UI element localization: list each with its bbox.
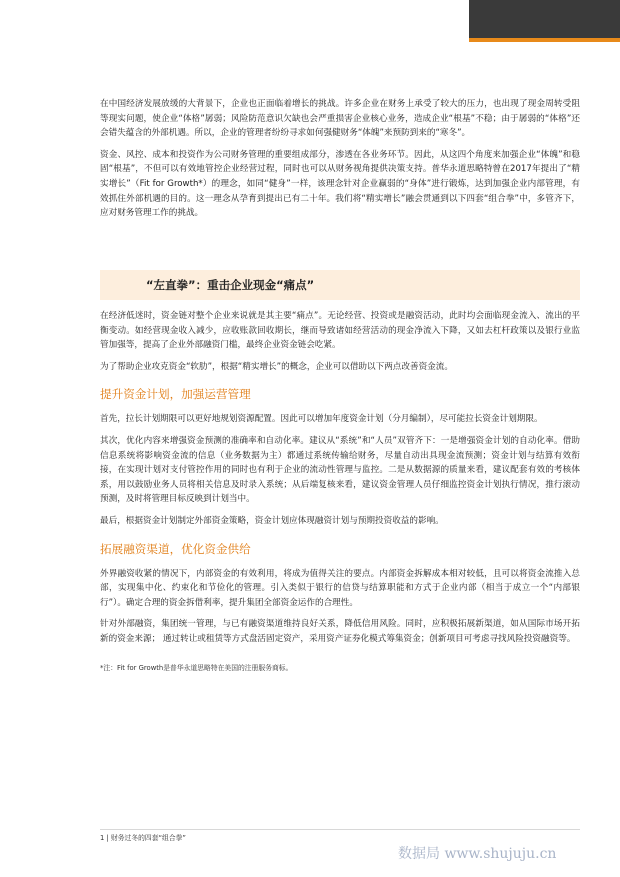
watermark: 数据局 www.shujuju.cn xyxy=(398,846,557,862)
intro-section xyxy=(100,97,580,228)
page-footer: 1 | 财务过冬的四套“组合拳” xyxy=(100,834,186,842)
section-paragraph-1: 在经济低迷时，资金链对整个企业来说就是其主要“痛点”。无论经营、投资或是融资活动，此时均会面临现金流入、流出的平衡变动。如经营现金收入减少，应收账款回收期长，继而导致诸如经营活动的现金净流入下降，又如去杠杆政策以及银行业监管加强等，提高了企业外部融资门槛，最终企业资金链会吃紧。 xyxy=(100,311,580,351)
banner-title: “左直拳”：重击企业现金“痛点” xyxy=(146,278,315,292)
section-paragraph-5: 最后，根据资金计划制定外部资金策略，资金计划应体现融资计划与预期投资收益的影响。 xyxy=(100,515,444,526)
header-gray-block xyxy=(469,0,620,38)
section-banner xyxy=(100,270,580,300)
section-paragraph-3: 首先，拉长计划期限可以更好地规划资源配置。因此可以增加年度资金计划（分月编制），尽可能拉长资金计划期限。 xyxy=(100,414,543,425)
subheading-financing: 拓展融资渠道，优化资金供给 xyxy=(100,541,251,556)
section-paragraph-4: 其次，优化内容来增强资金预测的准确率和自动化率。建议从“系统”和“人员”双管齐下：一是增强资金计划的自动化率。借助信息系统将影响资金流的信息（业务数据为主）都通过系统传输给财务，尽量自动出具现金流预测；资金计划与结算有效衔接，在实现计划对支付管控作用的同时也有利于企业的流动性管理与监控。二是从数据源的质量来看，建议配套有效的考核体系，用以鼓励业务人员将相关信息及时录入系统；从后端复核来看，建议资金管理人员仔细监控资金计划执行情况，推行滚动预测，及时将管理目标反映到计划当中。 xyxy=(100,435,580,505)
footnote: *注：Fit for Growth是普华永道思略特在美国的注册服务商标。 xyxy=(100,663,293,672)
section-paragraph-6: 外界融资收紧的情况下，内部资金的有效利用，将成为值得关注的要点。内部资金拆解成本相对较低，且可以将资金流推入总部，实现集中化、约束化和节俭化的管理。引入类似于银行的信贷与结算职能和方式于企业内部（相当于成立一个“内部银行”）。确定合理的资金拆借利率，提升集团全部资金运作的合理性。 xyxy=(100,568,580,608)
subheading-plan: 提升资金计划，加强运营管理 xyxy=(100,387,251,402)
header-bar xyxy=(0,0,469,38)
intro-paragraph-2: 资金、风控、成本和投资作为公司财务管理的重要组成部分，渗透在各业务环节。因此，从这四个角度来加强企业“体魄”和稳固“根基”，不但可以有效地管控企业经营过程，同时也可以从财务视角提供决策支持。普华永道思略特曾在2017年提出了“精实增长”（Fit for Growth*）的理念，如同“健身”一样，该理念针对企业赢弱的“身体”进行锻炼，达到加强企业内部管理，有效抓住外部机遇的目的。这一理念从孕育到提出已有二十年。我们将“精实增长”融会贯通到以下四套“组合拳”中，多管齐下，应对财务管理工作的挑战。 xyxy=(100,149,580,219)
intro-paragraph-1: 在中国经济发展放缓的大背景下，企业也正面临着增长的挑战。许多企业在财务上承受了较大的压力，也出现了现金周转受阻等现实问题，使企业“体格”孱弱；风险防范意识欠缺也会严重损害企业核心业务，造成企业“根基”不稳；由于孱弱的“体格”还会错失蕴含的外部机遇。所以，企业的管理者纷纷寻求如何强健财务“体魄”来预防到来的“寒冬”。 xyxy=(100,99,580,139)
section-paragraph-2: 为了帮助企业攻克资金“软肋”，根据“精实增长”的概念，企业可以借助以下两点改善资金流。 xyxy=(100,361,453,372)
header-orange-accent xyxy=(469,38,620,42)
main-section xyxy=(100,309,580,673)
section-paragraph-7: 针对外部融资，集团统一管理，与已有融资渠道维持良好关系，降低信用风险。同时，应积极拓展新渠道，如从国际市场开拓新的资金来源； 通过转让或租赁等方式盘活固定资产，采用资产证券化模式筹集资金；创新项目可考虑寻找风险投资融资等。 xyxy=(100,619,580,644)
footer-divider xyxy=(100,829,580,830)
